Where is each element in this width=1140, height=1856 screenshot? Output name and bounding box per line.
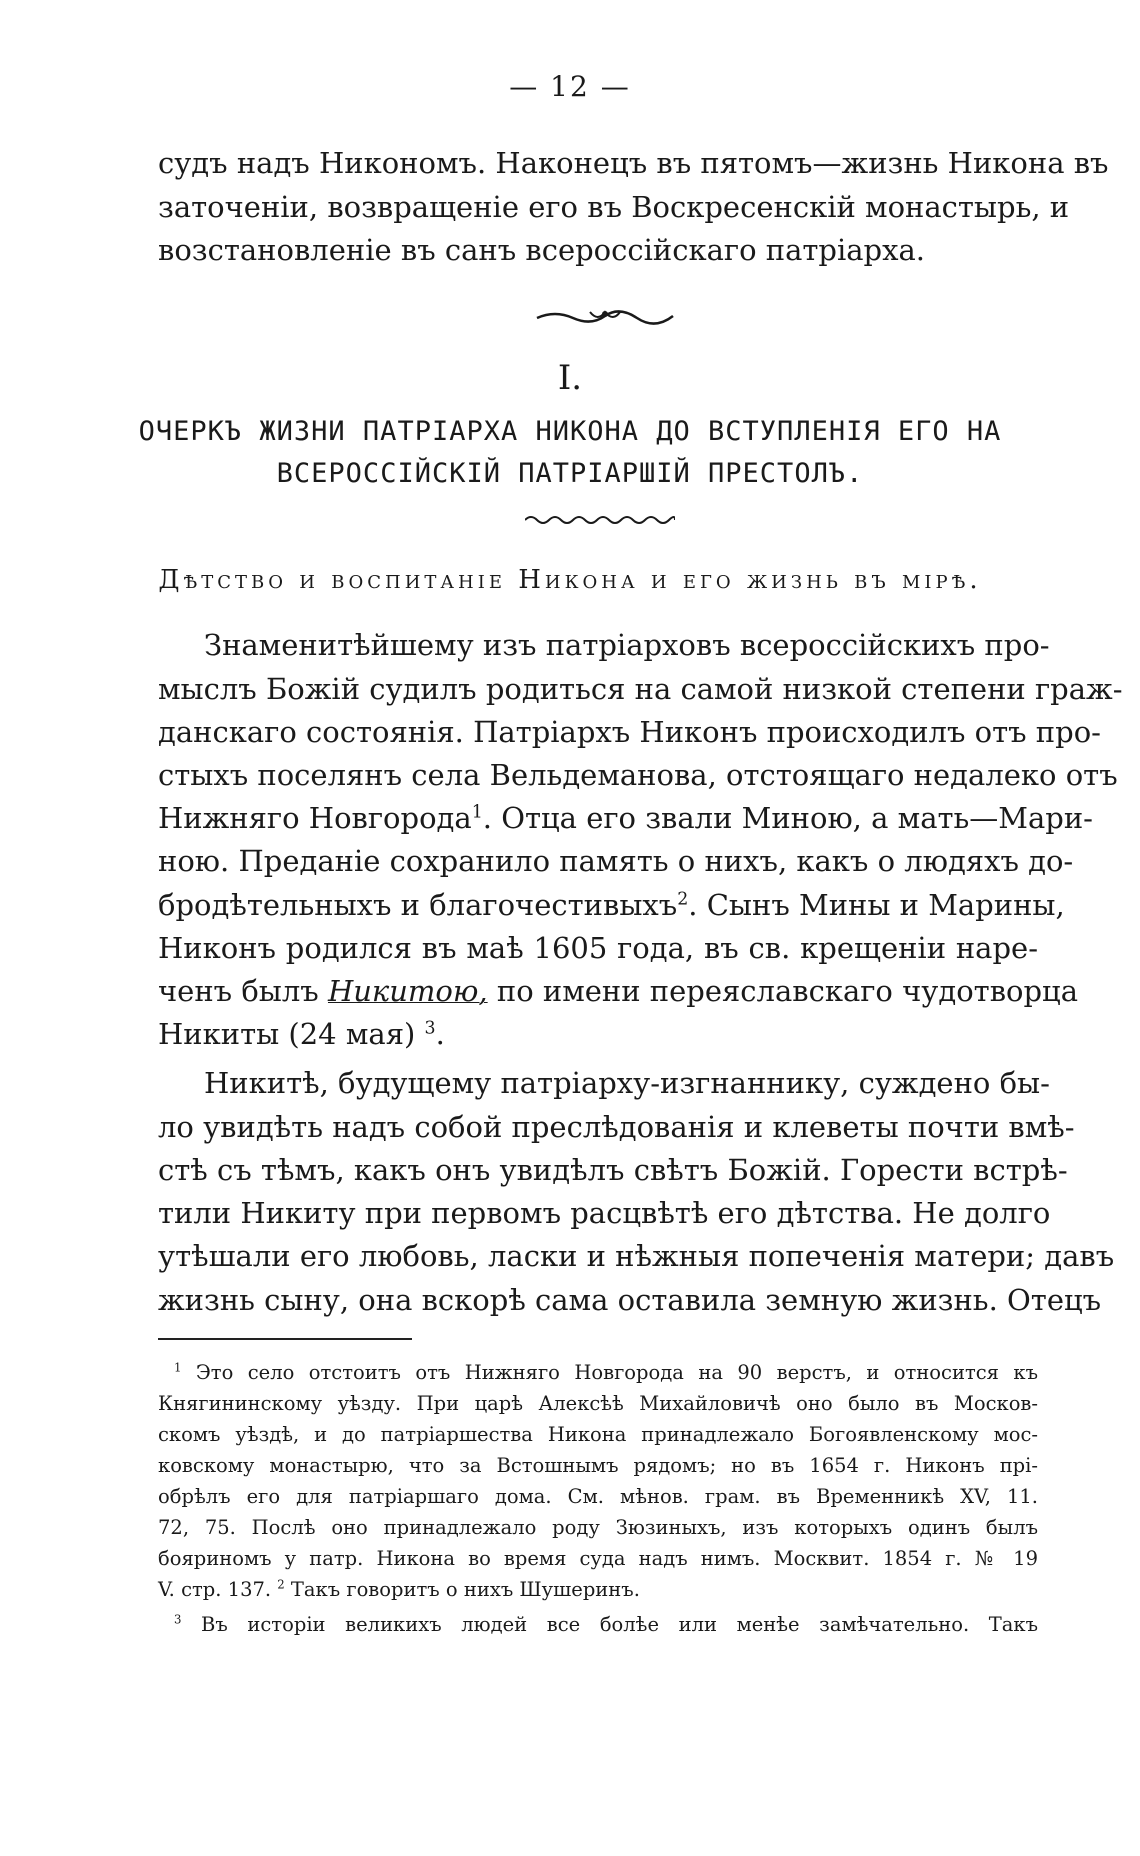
text-line: стѣ съ тѣмъ, какъ онъ увидѣлъ свѣтъ Божій. Горести встрѣ- [158, 1153, 1068, 1187]
footnote-line: скомъ уѣздѣ, и до патріаршества Никона принадлежало Богоявленскому мос- [158, 1423, 1038, 1446]
footnote-line: ковскому монастырю, что за Встошнымъ рядомъ; но въ 1654 г. Никонъ прі- [158, 1454, 1038, 1477]
text-line: стыхъ поселянъ села Вельдеманова, отстоящаго недалеко отъ [158, 758, 1118, 792]
text-fragment: . Сынъ Мины и Марины, [688, 888, 1065, 922]
text-line [158, 797, 1093, 839]
footnote-line: 72, 75. Послѣ оно принадлежало роду Зюзиныхъ, изъ которыхъ одинъ былъ [158, 1516, 1038, 1539]
chapter-heading: ВСЕРОССІЙСКІЙ ПАТРІАРШІЙ ПРЕСТОЛЪ. [276, 458, 864, 489]
footnote-marker: 2 [277, 1577, 285, 1592]
footnote-line [174, 1358, 1038, 1388]
text-fragment: . Отца его звали Миною, а мать—Мари- [482, 801, 1093, 835]
footnote-ref: 3 [424, 1018, 436, 1039]
text-line: Знаменитѣйшему изъ патріарховъ всероссійскихъ про- [204, 628, 1050, 662]
text-fragment: Нижняго Новгорода [158, 801, 472, 835]
text-fragment: по имени переяславскаго чудотворца [496, 974, 1078, 1008]
text-line: ло увидѣть надъ собой преслѣдованія и клеветы почти вмѣ- [158, 1110, 1075, 1144]
text-fragment: V. стр. 137. [158, 1578, 272, 1601]
footnote-line [158, 1575, 1038, 1605]
text-line: Никонъ родился въ маѣ 1605 года, въ св. крещеніи наре- [158, 931, 1038, 965]
text-line: ною. Преданіе сохранило память о нихъ, какъ о людяхъ до- [158, 844, 1074, 878]
footnote-ref: 1 [471, 802, 483, 823]
page-number: — 12 — [509, 70, 631, 103]
section-subheading: Дѣтство и воспитаніе Никона и его жизнь въ мірѣ. [158, 565, 982, 595]
text-fragment: Въ исторіи великихъ людей все болѣе или менѣе замѣчательно. Такъ [201, 1613, 1038, 1636]
text-line [158, 884, 1065, 926]
text-line: утѣшали его любовь, ласки и нѣжныя попеченія матери; давъ [158, 1239, 1115, 1273]
text-fragment: ченъ былъ [158, 974, 319, 1008]
decorative-ornament [535, 306, 675, 326]
text-line: заточеніи, возвращеніе его въ Воскресенскій монастырь, и [158, 190, 1070, 224]
footnote-marker: 3 [174, 1612, 182, 1627]
italic-name: Никитою, [327, 974, 488, 1008]
text-line: жизнь сыну, она вскорѣ сама оставила земную жизнь. Отецъ [158, 1283, 1102, 1317]
text-fragment: Это село отстоитъ отъ Нижняго Новгорода на 90 верстъ, и относится къ [195, 1361, 1038, 1384]
text-line: возстановленіе въ санъ всероссійскаго патріарха. [158, 233, 925, 267]
text-line [158, 1013, 1038, 1055]
footnote-line: Княгининскому уѣзду. При царѣ Алексѣѣ Михайловичѣ оно было въ Москов- [158, 1392, 1038, 1415]
text-line: судъ надъ Никономъ. Наконецъ въ пятомъ—жизнь Никона въ [158, 146, 1109, 180]
chapter-number: I. [557, 358, 583, 398]
text-fragment: Такъ говоритъ о нихъ Шушеринъ. [290, 1578, 640, 1601]
text-line: мыслъ Божій судилъ родиться на самой низкой степени граж- [158, 672, 1123, 706]
text-line: тили Никиту при первомъ расцвѣтѣ его дѣтства. Не долго [158, 1196, 1051, 1230]
text-line: данскаго состоянія. Патріархъ Никонъ происходилъ отъ про- [158, 715, 1101, 749]
footnote-marker: 1 [174, 1360, 182, 1375]
footnote-line [174, 1610, 1038, 1640]
text-line: Никитѣ, будущему патріарху-изгнаннику, суждено бы- [204, 1066, 1050, 1100]
chapter-heading: ОЧЕРКЪ ЖИЗНИ ПАТРІАРХА НИКОНА ДО ВСТУПЛЕНІЯ ЕГО НА [138, 416, 1002, 447]
footnote-ref: 2 [677, 889, 689, 910]
footnote-line: бояриномъ у патр. Никона во время суда надъ нимъ. Москвит. 1854 г. № 19 [158, 1547, 1038, 1570]
text-fragment: Никиты (24 мая) [158, 1017, 416, 1051]
text-line [158, 970, 1078, 1012]
wavy-divider [525, 514, 675, 526]
text-fragment: . [435, 1017, 445, 1051]
text-fragment: бродѣтельныхъ и благочестивыхъ [158, 888, 678, 922]
footnote-line: обрѣлъ его для патріаршаго дома. См. мѣнов. грам. въ Временникѣ XV, 11. [158, 1485, 1038, 1508]
footnote-rule [158, 1338, 412, 1340]
